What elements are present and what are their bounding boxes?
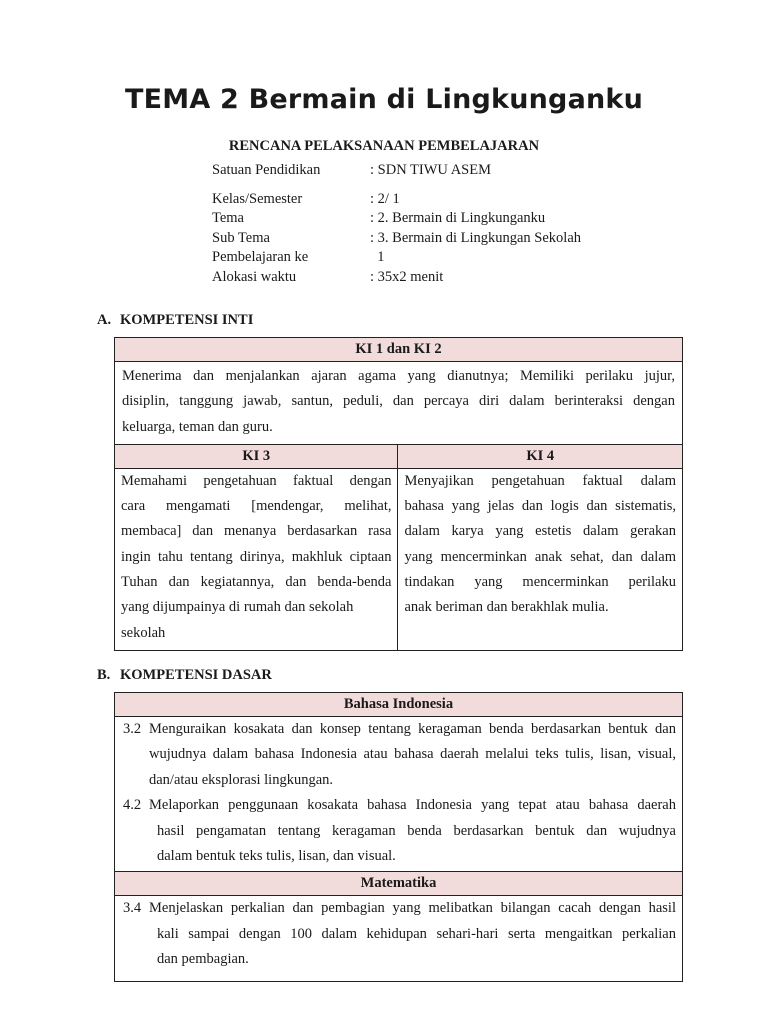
section-letter: B. [97,667,111,683]
text-line: kali sampai dengan 100 dalam kehidupan sehari-hari serta mengaitkan perkalian [157,925,676,942]
text-line: sekolah [121,624,166,641]
text-line: yang dijumpainya di rumah dan sekolah [121,599,354,616]
text-line: yang mencerminkan anak sehat, dan dalam [404,548,676,565]
text-line: wujudnya dalam bahasa Indonesia atau bahasa daerah melalui teks tulis, lisan, visual, [149,746,676,763]
text-line: Menerima dan menjalankan ajaran agama yang dianutnya; Memiliki perilaku jujur, [122,368,675,384]
matematika-header: Matematika [115,872,683,896]
meta-row-tema [212,209,581,229]
meta-value: 1 [370,249,385,266]
text-line: dalam karya yang estetis dalam gerakan [404,523,676,540]
text-line: Memahami pengetahuan faktual dengan [121,472,392,489]
kd-item-3-4 [123,896,676,972]
ki3-cell [115,468,398,650]
text-line: Menguraikan kosakata dan konsep tentang keragaman benda berdasarkan bentuk dan [149,721,676,737]
meta-value: : SDN TIWU ASEM [370,162,491,178]
kd-number: 3.4 [123,900,142,917]
text-line: anak beriman dan berakhlak mulia. [404,599,609,616]
ki12-cell [115,362,683,445]
text-line: ingin tahu tentang dirinya, makhluk ciptaan [121,548,392,565]
meta-row-pembelajaran [212,248,581,268]
meta-row-subtema [212,229,581,249]
text-line: tindakan yang mencerminkan perilaku [404,574,676,591]
text-line: dalam bentuk teks tulis, lisan, dan visual. [157,848,396,865]
text-line: Menjelaskan perkalian dan pembagian yang melibatkan bilangan cacah dengan hasil [149,900,676,917]
section-title: KOMPETENSI DASAR [120,667,272,683]
text-line: hasil pengamatan tentang keragaman benda berdasarkan bentuk dan wujudnya [157,822,676,839]
meta-value: : 2/ 1 [370,190,400,207]
meta-label: Pembelajaran ke [212,249,309,266]
meta-label: Satuan Pendidikan [212,162,321,178]
meta-label: Tema [212,210,244,227]
text-line: cara mengamati [mendengar, melihat, [121,498,392,515]
meta-value: : 3. Bermain di Lingkungan Sekolah [370,229,582,246]
page-title: TEMA 2 Bermain di Lingkunganku [125,84,643,115]
text-line: Tuhan dan kegiatannya, dan benda-benda [121,574,392,591]
text-line: dan/atau eksplorasi lingkungan. [149,771,334,788]
text-line: dan pembagian. [157,951,249,968]
text-line: membaca] dan menanya berdasarkan rasa [121,523,392,540]
meta-row-kelas [212,190,581,210]
kd-number: 3.2 [123,721,142,737]
text-line: disiplin, tanggung jawab, santun, peduli, dan percaya diri dalam berinteraksi dengan [122,393,675,410]
ki4-header: KI 4 [398,444,683,468]
section-title: KOMPETENSI INTI [120,312,254,328]
kd-item-4-2 [123,793,676,869]
meta-label: Kelas/Semester [212,190,303,207]
text-line: bahasa yang jelas dan logis dan sistematis, [404,498,676,515]
meta-row-satuan [212,161,581,181]
meta-label: Alokasi waktu [212,268,297,285]
kompetensi-dasar-table [114,692,683,982]
meta-value: : 35x2 menit [370,268,444,285]
text-line: keluarga, teman dan guru. [122,418,273,435]
ki4-cell [398,468,683,650]
kompetensi-inti-table [114,337,683,651]
meta-label: Sub Tema [212,229,270,246]
bahasa-indonesia-cell [115,717,683,872]
meta-value: : 2. Bermain di Lingkunganku [370,210,546,227]
identity-block [212,161,581,288]
text-line: Menyajikan pengetahuan faktual dalam [404,472,676,489]
ki12-header: KI 1 dan KI 2 [115,338,683,362]
rpp-heading: RENCANA PELAKSANAAN PEMBELAJARAN [228,138,540,154]
kd-item-3-2 [123,717,676,793]
ki3-header: KI 3 [115,444,398,468]
kd-number: 4.2 [123,797,142,814]
section-b-heading [97,667,272,684]
text-line: Melaporkan penggunaan kosakata bahasa Indonesia yang tepat atau bahasa daerah [149,797,676,814]
section-a-heading [97,312,253,329]
bahasa-indonesia-header: Bahasa Indonesia [115,693,683,717]
section-letter: A. [97,312,112,328]
matematika-cell [115,896,683,981]
meta-row-alokasi [212,268,581,288]
